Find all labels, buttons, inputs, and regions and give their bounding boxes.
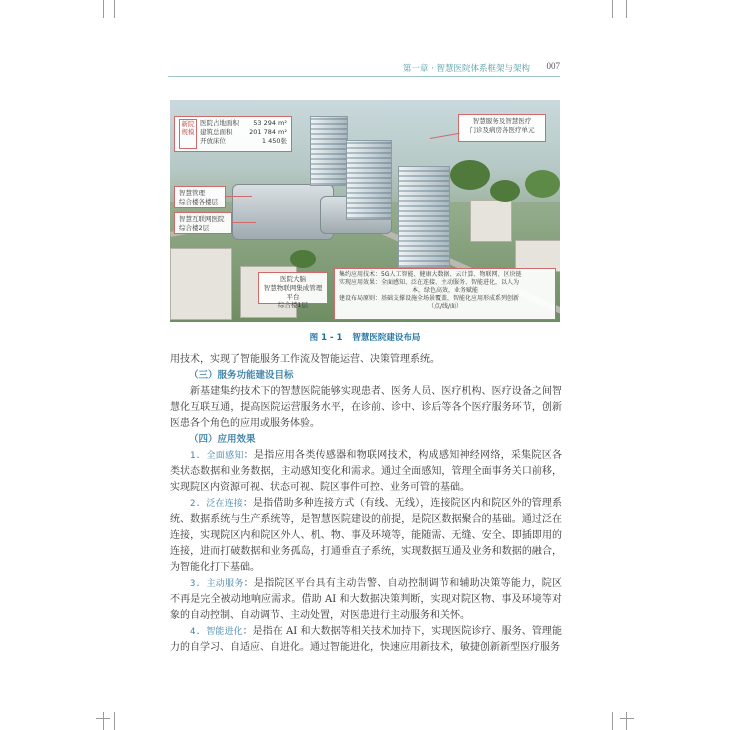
scale-value: 53 294 m²	[253, 119, 287, 127]
figure-number: 图 1 - 1	[309, 333, 343, 343]
smart-service-label: 智慧服务及智慧医疗	[472, 117, 532, 125]
tower-building	[398, 166, 450, 268]
paragraph	[170, 624, 562, 656]
brain-platform: 智慧物联网集成管理平台	[263, 283, 323, 301]
crop-mark	[612, 0, 613, 18]
paragraph-text: ：是指应用各类传感器和物联网技术，构成感知神经网络，采集院区各类状态数据和业务数据，主动感知变化和需求。通过全面感知，管理全面事务关口前移，实现院区内资源可视、状态可视、院区事件可控、业务可管的基础。	[170, 450, 562, 493]
tech-line: 建设布局原则：基础支撑设施全场景覆盖，智能化应用形成系列创新	[339, 295, 520, 303]
term-label: 4. 智能进化	[190, 627, 243, 637]
term-label: 1. 全面感知	[190, 451, 244, 461]
body-text	[170, 352, 562, 656]
scale-row	[200, 137, 287, 146]
leader-line	[430, 133, 460, 139]
internet-hospital-box	[174, 212, 232, 234]
brain-label: 医院大脑	[280, 275, 306, 283]
podium-building	[232, 184, 334, 240]
paragraph: 新基建集约技术下的智慧医院能够实现患者、医务人员、医疗机构、医疗设备之间智慧化互联互通，提高医院运营服务水平，在诊前、诊中、诊后等各个医疗服务环节，创新医患各个角色的应用或服务体验。	[170, 386, 562, 429]
crop-mark	[114, 0, 115, 18]
figure-title: 智慧医院建设布局	[352, 333, 421, 343]
tree	[290, 250, 316, 268]
tree	[490, 180, 520, 202]
paragraph-text: ：是指在 AI 和大数据等相关技术加持下，实现医院诊疗、服务、管理能力的自学习、自适应、自进化。通过智能进化，快速应用新技术，敏捷创新新型医疗服务	[170, 626, 562, 653]
smart-management-box	[174, 186, 226, 208]
internet-location: 综合楼2层	[179, 223, 210, 232]
tech-line: （点/线/面）	[427, 303, 463, 311]
scale-tag: 新院规模	[179, 119, 197, 149]
crop-mark	[626, 0, 627, 18]
tree	[450, 160, 490, 190]
page-number: 007	[546, 61, 560, 71]
crop-mark	[612, 712, 613, 730]
tree	[525, 170, 560, 198]
tech-line: 本，绿色高效，业务赋能	[411, 287, 478, 295]
crop-mark	[96, 718, 110, 719]
running-title: 第一章 · 智慧医院体系框架与架构	[402, 64, 530, 74]
paragraph-text: ：是指借助多种连接方式（有线、无线），连接院区内和院区外的管理系统、数据系统与生产系统等，是智慧医院建设的前提，是院区数据聚合的基础。通过泛在连接，实现院区内和院区外人、机、物、事及环境等，能随需、无缝、安全、即插即用的连接，进而打破数据和业务孤岛，打通垂直子系统，实现数据互通及业务和数据的融合，为智能化打下基础。	[170, 498, 562, 573]
crop-mark	[626, 712, 627, 730]
paragraph-text: ：是指院区平台具有主动告警、自动控制调节和辅助决策等能力，院区不再是完全被动地响应需求。借助 AI 和大数据决策判断，实现对院区物、事及环境等对象的自动控制、自动调节、主动处置，对医患进行主动服务和关怀。	[170, 578, 562, 621]
hospital-brain-box	[258, 272, 328, 310]
scale-key: 开放床位	[200, 136, 226, 145]
crop-mark	[620, 718, 634, 719]
tower-building	[310, 116, 348, 186]
crop-mark	[103, 712, 104, 730]
hospital-scale-box	[174, 116, 292, 152]
residential-block	[470, 200, 512, 242]
scale-key: 建筑总面积	[200, 127, 233, 136]
smart-service-box	[458, 114, 546, 142]
paragraph	[170, 448, 562, 496]
residential-block	[170, 248, 232, 320]
section-heading: （四）应用效果	[189, 434, 256, 445]
running-header	[168, 62, 560, 77]
technology-box	[334, 268, 556, 320]
paragraph	[170, 496, 562, 576]
internet-label: 智慧互联网医院	[179, 215, 225, 223]
section-heading: （三）服务功能建设目标	[189, 370, 294, 381]
management-label: 智慧管理	[179, 189, 205, 197]
leader-line	[232, 222, 256, 223]
figure-caption	[0, 331, 730, 343]
tech-line: 集约应用技术：5G人工智能、健康大数据、云计算、物联网、区块链	[339, 271, 522, 278]
crop-mark	[103, 0, 104, 18]
tech-line: 实现应用效果：全面感知、泛在连接、主动服务、智能进化，以人为	[339, 279, 520, 287]
outpatient-label: 门诊及病房各医疗单元	[469, 125, 535, 134]
brain-location: 综合楼1层	[277, 301, 309, 310]
paragraph	[170, 576, 562, 624]
scale-value: 201 784 m²	[249, 127, 287, 136]
hospital-layout-figure	[170, 100, 560, 322]
crop-mark	[114, 712, 115, 730]
scale-value: 1 450张	[261, 136, 287, 145]
tower-building	[346, 140, 392, 220]
scale-key: 医院占地面积	[200, 119, 239, 127]
scale-row	[200, 128, 287, 137]
term-label: 2. 泛在连接	[190, 499, 243, 509]
paragraph: 用技术，实现了智能服务工作流及智能运营、决策管理系统。	[170, 354, 440, 365]
scale-row	[200, 119, 287, 128]
management-location: 综合楼各楼层	[179, 197, 218, 206]
leader-line	[226, 196, 252, 197]
term-label: 3. 主动服务	[190, 579, 244, 589]
